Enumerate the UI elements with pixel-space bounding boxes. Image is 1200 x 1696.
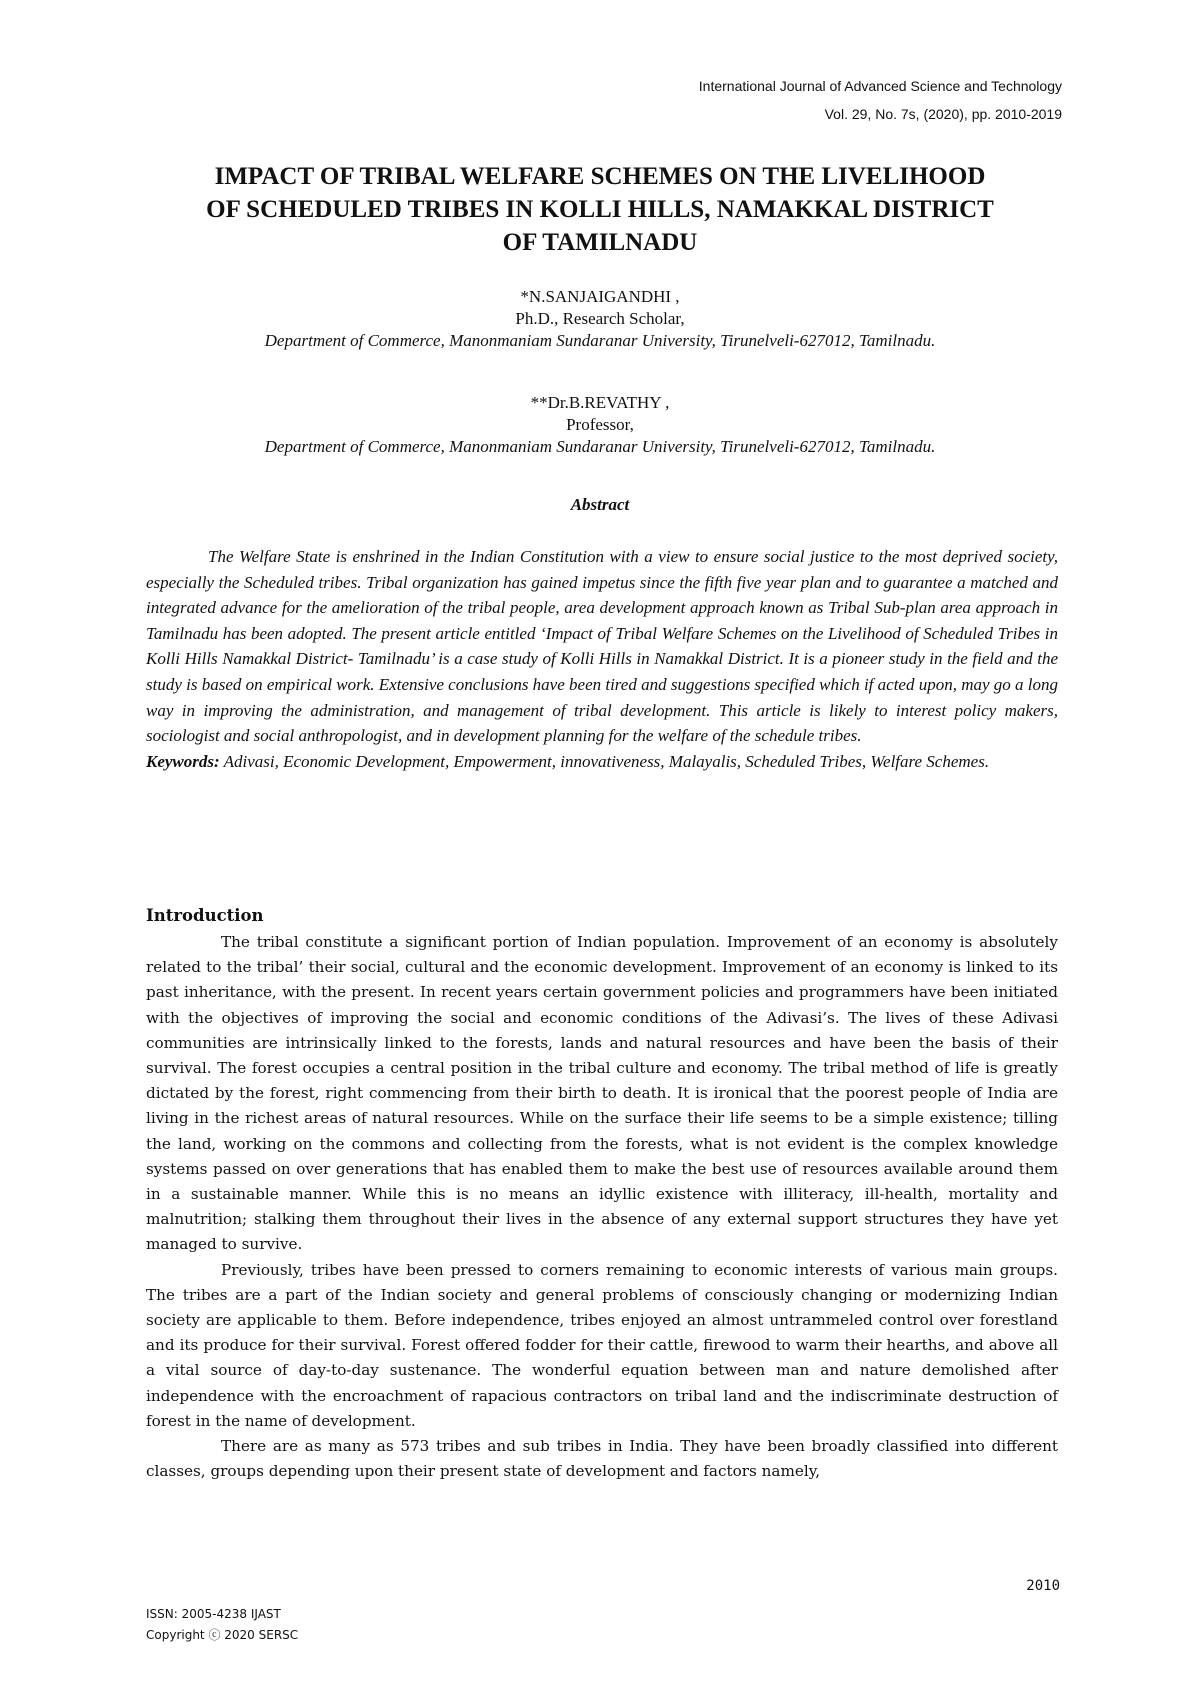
author-block <box>140 392 1060 458</box>
footer <box>146 1604 298 1646</box>
section-heading: Introduction <box>146 906 264 925</box>
page-number: 2010 <box>1026 1578 1060 1594</box>
paragraph: Previously, tribes have been pressed to corners remaining to economic interests of various main groups. The tribes are a part of the Indian society and general problems of consciously changing or modernizing Indian society are applicable to them. Before independence, tribes enjoyed an almost untrammeled control over forestland and its produce for their survival. Forest offered fodder for their cattle, firewood to warm their hearths, and above all a vital source of day-to-day sustenance. The wonderful equation between man and nature demolished after independence with the encroachment of rapacious contractors on tribal land and the indiscriminate destruction of forest in the name of development. <box>146 1260 1058 1430</box>
abstract-heading: Abstract <box>570 495 630 514</box>
title-line-3: OF TAMILNADU <box>502 229 698 256</box>
author-block <box>140 286 1060 352</box>
issn: ISSN: 2005-4238 IJAST <box>146 1607 281 1621</box>
introduction-body <box>146 930 1058 1484</box>
paragraph: The tribal constitute a significant portion of Indian population. Improvement of an economy is absolutely related to the tribal’ their social, cultural and the economic development. Improvement of an economy is linked to its past inheritance, with the present. In recent years certain government policies and programmers have been initiated with the objectives of improving the social and economic conditions of the Adivasi’s. The lives of these Adivasi communities are intrinsically linked to the forests, lands and natural resources and have been the basis of their survival. The forest occupies a central position in the tribal culture and economy. The tribal method of life is greatly dictated by the forest, right commencing from their birth to death. It is ironical that the poorest people of India are living in the richest areas of natural resources. While on the surface their life seems to be a simple existence; tilling the land, working on the commons and collecting from the forests, what is not evident is the complex knowledge systems passed on over generations that has enabled them to make the best use of resources available around them in a sustainable manner. While this is no means an idyllic existence with illiteracy, ill-health, mortality and malnutrition; stalking them throughout their lives in the absence of any external support structures they have yet managed to survive. <box>146 933 1058 1254</box>
journal-name: International Journal of Advanced Science and Technology <box>698 78 1062 94</box>
author-name: *N.SANJAIGANDHI , <box>520 287 680 306</box>
keywords-list: Adivasi, Economic Development, Empowerment, innovativeness, Malayalis, Scheduled Tribes, Welfare Schemes. <box>219 751 990 771</box>
author-role: Professor, <box>566 415 634 434</box>
journal-volume: Vol. 29, No. 7s, (2020), pp. 2010-2019 <box>824 106 1062 122</box>
author-affiliation: Department of Commerce, Manonmaniam Sundaranar University, Tirunelveli-627012, Tamilnadu. <box>264 331 936 350</box>
title-line-2: OF SCHEDULED TRIBES IN KOLLI HILLS, NAMAKKAL DISTRICT <box>206 196 994 223</box>
abstract-text: The Welfare State is enshrined in the Indian Constitution with a view to ensure social justice to the most deprived society, especially the Scheduled tribes. Tribal organization has gained impetus since the fifth five year plan and to guarantee a matched and integrated advance for the amelioration of the tribal people, area development approach known as Tribal Sub-plan area approach in Tamilnadu has been adopted. The present article entitled ‘Impact of Tribal Welfare Schemes on the Livelihood of Scheduled Tribes in Kolli Hills Namakkal District- Tamilnadu’ is a case study of Kolli Hills in Namakkal District. It is a pioneer study in the field and the study is based on empirical work. Extensive conclusions have been tired and suggestions specified which if acted upon, may go a long way in improving the administration, and management of tribal development. This article is likely to interest policy makers, sociologist and social anthropologist, and in development planning for the welfare of the schedule tribes. <box>146 547 1059 746</box>
author-role: Ph.D., Research Scholar, <box>515 309 685 328</box>
title-line-1: IMPACT OF TRIBAL WELFARE SCHEMES ON THE LIVELIHOOD <box>214 163 986 190</box>
copyright: Copyright ⓒ 2020 SERSC <box>146 1628 299 1642</box>
paper-title <box>140 160 1060 259</box>
keywords-label: Keywords: <box>146 751 220 771</box>
abstract-body <box>146 544 1058 774</box>
paragraph: There are as many as 573 tribes and sub tribes in India. They have been broadly classified into different classes, groups depending upon their present state of development and factors namely, <box>146 1437 1058 1481</box>
author-affiliation: Department of Commerce, Manonmaniam Sundaranar University, Tirunelveli-627012, Tamilnadu. <box>264 437 936 456</box>
keywords <box>146 749 1058 775</box>
author-name: **Dr.B.REVATHY , <box>530 393 670 412</box>
